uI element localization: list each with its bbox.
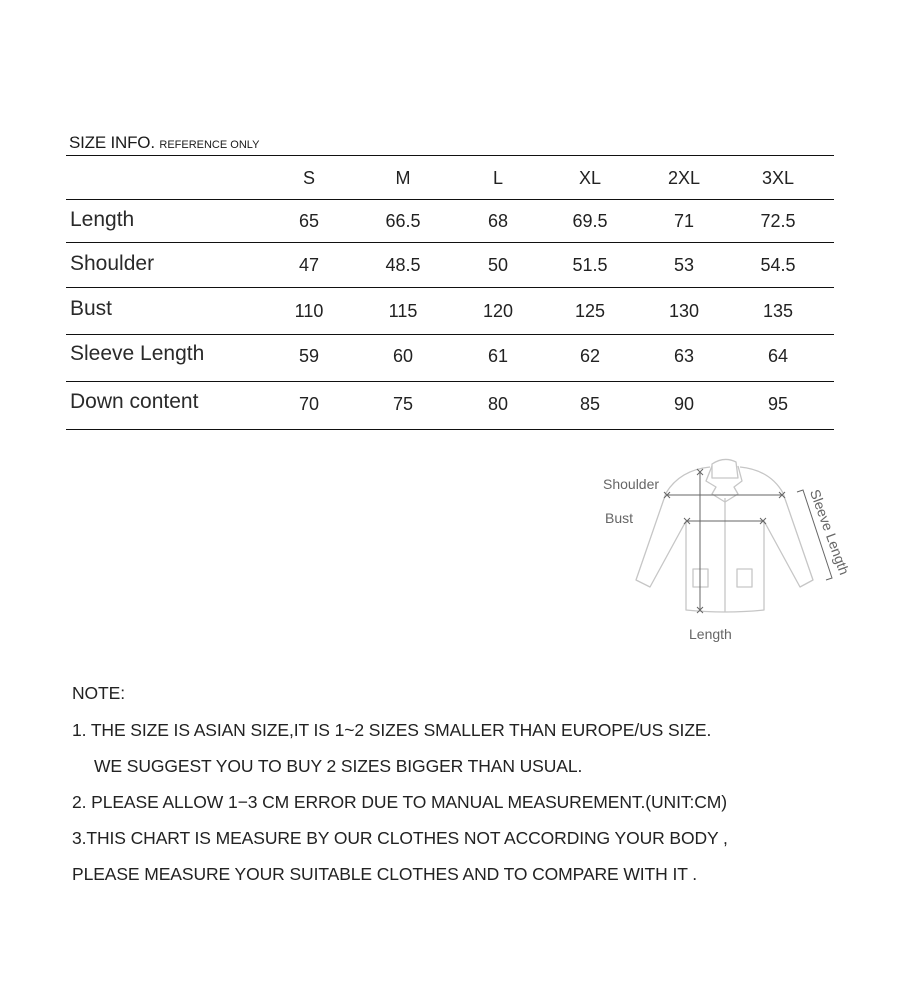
- note-line: 2. PLEASE ALLOW 1−3 CM ERROR DUE TO MANUAL MEASUREMENT.(UNIT:CM): [72, 792, 728, 812]
- table-cell: 59: [298, 346, 320, 366]
- sleeve-length-label: Sleeve Length: [806, 487, 853, 577]
- table-cell: 90: [673, 394, 695, 414]
- table-cell: 68: [487, 211, 509, 231]
- table-cell: 130: [668, 301, 700, 321]
- table-divider: [66, 199, 834, 200]
- table-cell: 51.5: [572, 255, 608, 275]
- note-line: 3.THIS CHART IS MEASURE BY OUR CLOTHES NOT ACCORDING YOUR BODY ,: [72, 828, 728, 848]
- column-header-2xl: 2XL: [667, 168, 701, 188]
- table-cell: 62: [579, 346, 601, 366]
- table-cell: 66.5: [385, 211, 421, 231]
- note-line: PLEASE MEASURE YOUR SUITABLE CLOTHES AND TO COMPARE WITH IT .: [72, 864, 698, 884]
- table-cell: 50: [487, 255, 509, 275]
- table-cell: 85: [579, 394, 601, 414]
- table-cell: 63: [673, 346, 695, 366]
- column-header-l: L: [492, 168, 503, 188]
- table-cell: 48.5: [385, 255, 421, 275]
- note-line: 1. THE SIZE IS ASIAN SIZE,IT IS 1~2 SIZES SMALLER THAN EUROPE/US SIZE.: [72, 720, 712, 740]
- table-cell: 65: [298, 211, 320, 231]
- title-main: SIZE INFO.: [69, 133, 155, 152]
- column-header-s: S: [302, 168, 315, 188]
- row-label: Sleeve Length: [70, 342, 205, 365]
- table-cell: 75: [392, 394, 414, 414]
- size-info-title: [69, 133, 259, 153]
- title-subtitle: REFERENCE ONLY: [159, 139, 260, 151]
- notes-heading: NOTE:: [72, 683, 125, 703]
- table-cell: 120: [482, 301, 514, 321]
- table-cell: 80: [487, 394, 509, 414]
- table-cell: 110: [294, 301, 324, 321]
- table-cell: 95: [767, 394, 789, 414]
- table-divider: [66, 334, 834, 335]
- column-header-xl: XL: [578, 168, 602, 188]
- table-cell: 125: [574, 301, 606, 321]
- table-cell: 70: [298, 394, 320, 414]
- table-divider: [66, 155, 834, 156]
- row-label: Shoulder: [70, 252, 155, 275]
- table-cell: 53: [673, 255, 695, 275]
- table-cell: 47: [298, 255, 320, 275]
- column-header-m: M: [395, 168, 411, 188]
- column-header-3xl: 3XL: [761, 168, 795, 188]
- table-cell: 71: [673, 211, 695, 231]
- table-cell: 115: [388, 301, 418, 321]
- table-cell: 135: [762, 301, 794, 321]
- table-cell: 64: [767, 346, 789, 366]
- row-label: Bust: [70, 297, 113, 320]
- table-cell: 54.5: [760, 255, 796, 275]
- length-label: Length: [689, 626, 732, 642]
- shoulder-label: Shoulder: [603, 476, 660, 492]
- table-divider: [66, 287, 834, 288]
- table-divider: [66, 242, 834, 243]
- table-cell: 60: [392, 346, 414, 366]
- row-label: Length: [70, 208, 135, 231]
- table-cell: 72.5: [760, 211, 796, 231]
- row-label: Down content: [70, 390, 199, 413]
- table-divider: [66, 429, 834, 430]
- bust-label: Bust: [605, 510, 634, 526]
- table-cell: 69.5: [572, 211, 608, 231]
- note-line: WE SUGGEST YOU TO BUY 2 SIZES BIGGER THAN USUAL.: [94, 756, 583, 776]
- jacket-measurement-diagram: [595, 450, 865, 650]
- table-cell: 61: [487, 346, 509, 366]
- table-divider: [66, 381, 834, 382]
